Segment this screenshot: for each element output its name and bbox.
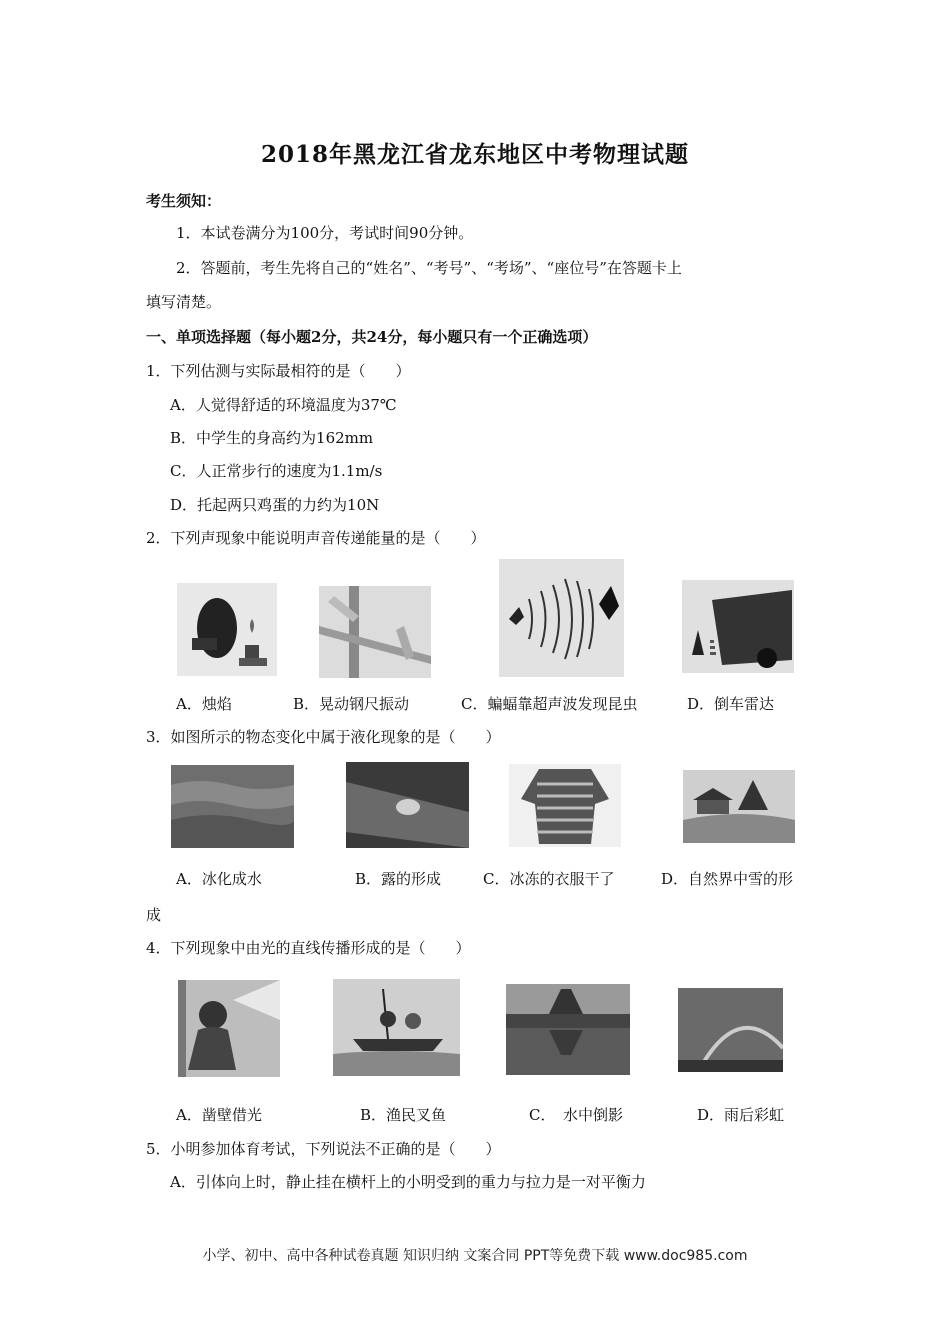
frozen-clothes-image <box>509 764 621 847</box>
q4-option-d: D．雨后彩虹 <box>697 1106 785 1124</box>
q3-option-d-continued: 成 <box>146 906 162 924</box>
q1-option-a: A．人觉得舒适的环境温度为37℃ <box>170 396 397 414</box>
candle-speaker-image <box>177 583 277 676</box>
q3-stem: 3．如图所示的物态变化中属于液化现象的是（ ） <box>146 728 501 746</box>
q1-stem: 1．下列估测与实际最相符的是（ ） <box>146 362 411 380</box>
q5-option-a: A．引体向上时，静止挂在横杆上的小明受到的重力与拉力是一对平衡力 <box>170 1173 646 1191</box>
q4-option-c: C． 水中倒影 <box>529 1106 623 1124</box>
q3-option-b: B．露的形成 <box>355 870 442 888</box>
q5-stem: 5．小明参加体育考试，下列说法不正确的是（ ） <box>146 1140 501 1158</box>
ice-melting-image <box>171 765 294 848</box>
q3-option-c: C．冰冻的衣服干了 <box>483 870 615 888</box>
q2-option-d: D．倒车雷达 <box>687 695 775 713</box>
water-reflection-image <box>506 984 630 1075</box>
q4-option-a: A．凿壁借光 <box>176 1106 262 1124</box>
q1-option-b: B．中学生的身高约为162mm <box>170 429 374 447</box>
bat-ultrasound-image <box>499 559 624 677</box>
q2-option-a: A．烛焰 <box>176 695 232 713</box>
q3-option-a: A．冰化成水 <box>176 870 262 888</box>
reversing-radar-image <box>682 580 794 673</box>
dew-drop-image <box>346 762 469 848</box>
q2-option-c: C．蝙蝠靠超声波发现昆虫 <box>461 695 638 713</box>
footer-text: 小学、初中、高中各种试卷真题 知识归纳 文案合同 PPT等免费下载 www.doc985.com <box>202 1248 748 1264</box>
q4-option-b: B．渔民叉鱼 <box>360 1106 447 1124</box>
q4-stem: 4．下列现象中由光的直线传播形成的是（ ） <box>146 939 471 957</box>
notice-heading: 考生须知： <box>146 192 222 210</box>
q1-option-d: D．托起两只鸡蛋的力约为10N <box>170 496 380 514</box>
snow-scene-image <box>683 770 795 843</box>
page-title: 2018年黑龙江省龙东地区中考物理试题 <box>260 141 689 168</box>
q3-option-d: D．自然界中雪的形 <box>661 870 794 888</box>
section-heading: 一、单项选择题（每小题2分，共24分，每小题只有一个正确选项） <box>146 328 598 346</box>
rainbow-image <box>678 988 783 1072</box>
wall-light-image <box>178 980 280 1077</box>
notice-item-2-line1: 2．答题前，考生先将自己的“姓名”、“考号”、“考场”、“座位号”在答题卡上 <box>176 259 682 277</box>
q1-option-c: C．人正常步行的速度为1.1m/s <box>170 462 383 480</box>
q2-option-b: B．晃动钢尺振动 <box>293 695 410 713</box>
steel-ruler-image <box>319 586 431 678</box>
fisherman-spear-image <box>333 979 460 1076</box>
notice-item-1: 1．本试卷满分为100分，考试时间90分钟。 <box>176 224 474 242</box>
notice-item-2-line2: 填写清楚。 <box>146 293 222 311</box>
q2-stem: 2．下列声现象中能说明声音传递能量的是（ ） <box>146 529 486 547</box>
